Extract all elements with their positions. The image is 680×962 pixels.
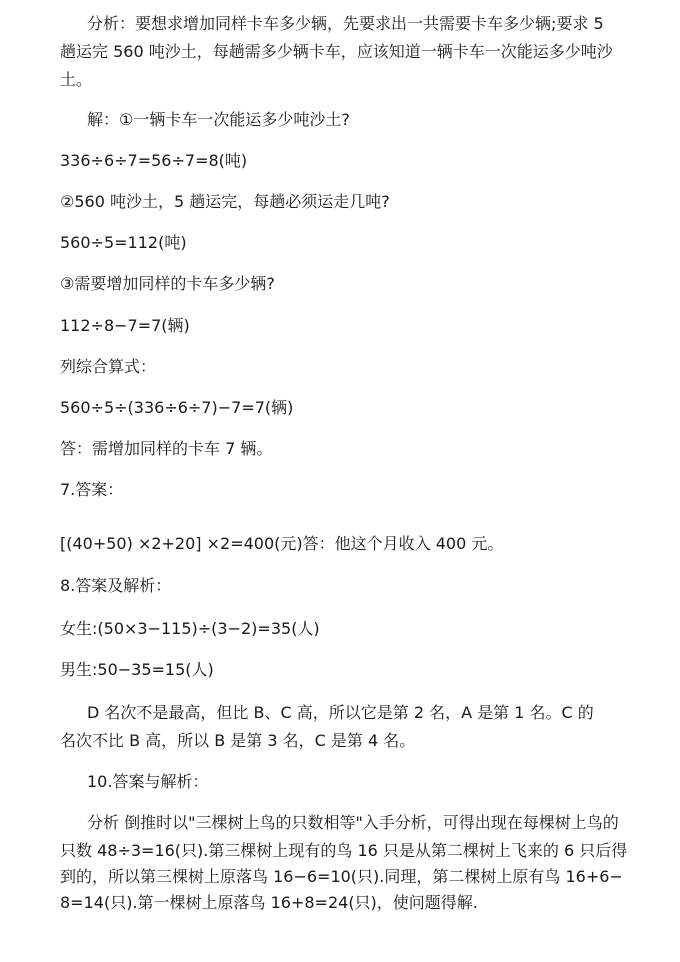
solution-equation-3: 112÷8−7=7(辆) — [60, 316, 190, 335]
solution-question-1: 解：①一辆卡车一次能运多少吨沙土? — [87, 110, 350, 129]
solution-equation-2: 560÷5=112(吨) — [60, 233, 187, 252]
q8-male: 男生:50−35=15(人) — [60, 660, 214, 679]
analysis-intro-line-1: 分析：要想求增加同样卡车多少辆，先要求出一共需要卡车多少辆;要求 5 — [87, 14, 604, 33]
solution-question-3: ③需要增加同样的卡车多少辆? — [60, 274, 275, 293]
q8-female: 女生:(50×3−115)÷(3−2)=35(人) — [60, 619, 320, 638]
analysis-intro-line-2: 趟运完 560 吨沙土，每趟需多少辆卡车，应该知道一辆卡车一次能运多少吨沙 — [60, 42, 613, 61]
q7-heading: 7.答案： — [60, 480, 124, 499]
q7-answer: [(40+50) ×2+20] ×2=400(元)答：他这个月收入 400 元。 — [60, 534, 504, 553]
q8-heading: 8.答案及解析： — [60, 576, 172, 595]
solution-equation-1: 336÷6÷7=56÷7=8(吨) — [60, 151, 248, 170]
q10-text-line-2: 只数 48÷3=16(只).第三棵树上现有的鸟 16 只是从第二棵树上飞来的 6 只后得 — [60, 841, 628, 860]
q10-text-line-4: 8=14(只).第一棵树上原落鸟 16+8=24(只)，使问题得解. — [60, 893, 478, 912]
q10-text-line-3: 到的，所以第三棵树上原落鸟 16−6=10(只).同理，第二棵树上原有鸟 16+6− — [60, 867, 623, 886]
q10-text-line-1: 分析 倒推时以"三棵树上鸟的只数相等"入手分析，可得出现在每棵树上鸟的 — [87, 813, 619, 832]
answer-6: 答：需增加同样的卡车 7 辆。 — [60, 439, 273, 458]
combined-formula: 560÷5÷(336÷6÷7)−7=7(辆) — [60, 398, 294, 417]
analysis-intro-line-3: 土。 — [60, 70, 93, 89]
q9-text-line-2: 名次不比 B 高，所以 B 是第 3 名，C 是第 4 名。 — [60, 731, 416, 750]
solution-question-2: ②560 吨沙土，5 趟运完，每趟必须运走几吨? — [60, 192, 390, 211]
q9-text-line-1: D 名次不是最高，但比 B、C 高，所以它是第 2 名，A 是第 1 名。C 的 — [87, 703, 594, 722]
q10-heading: 10.答案与解析： — [87, 772, 209, 791]
combined-formula-label: 列综合算式： — [60, 357, 157, 376]
